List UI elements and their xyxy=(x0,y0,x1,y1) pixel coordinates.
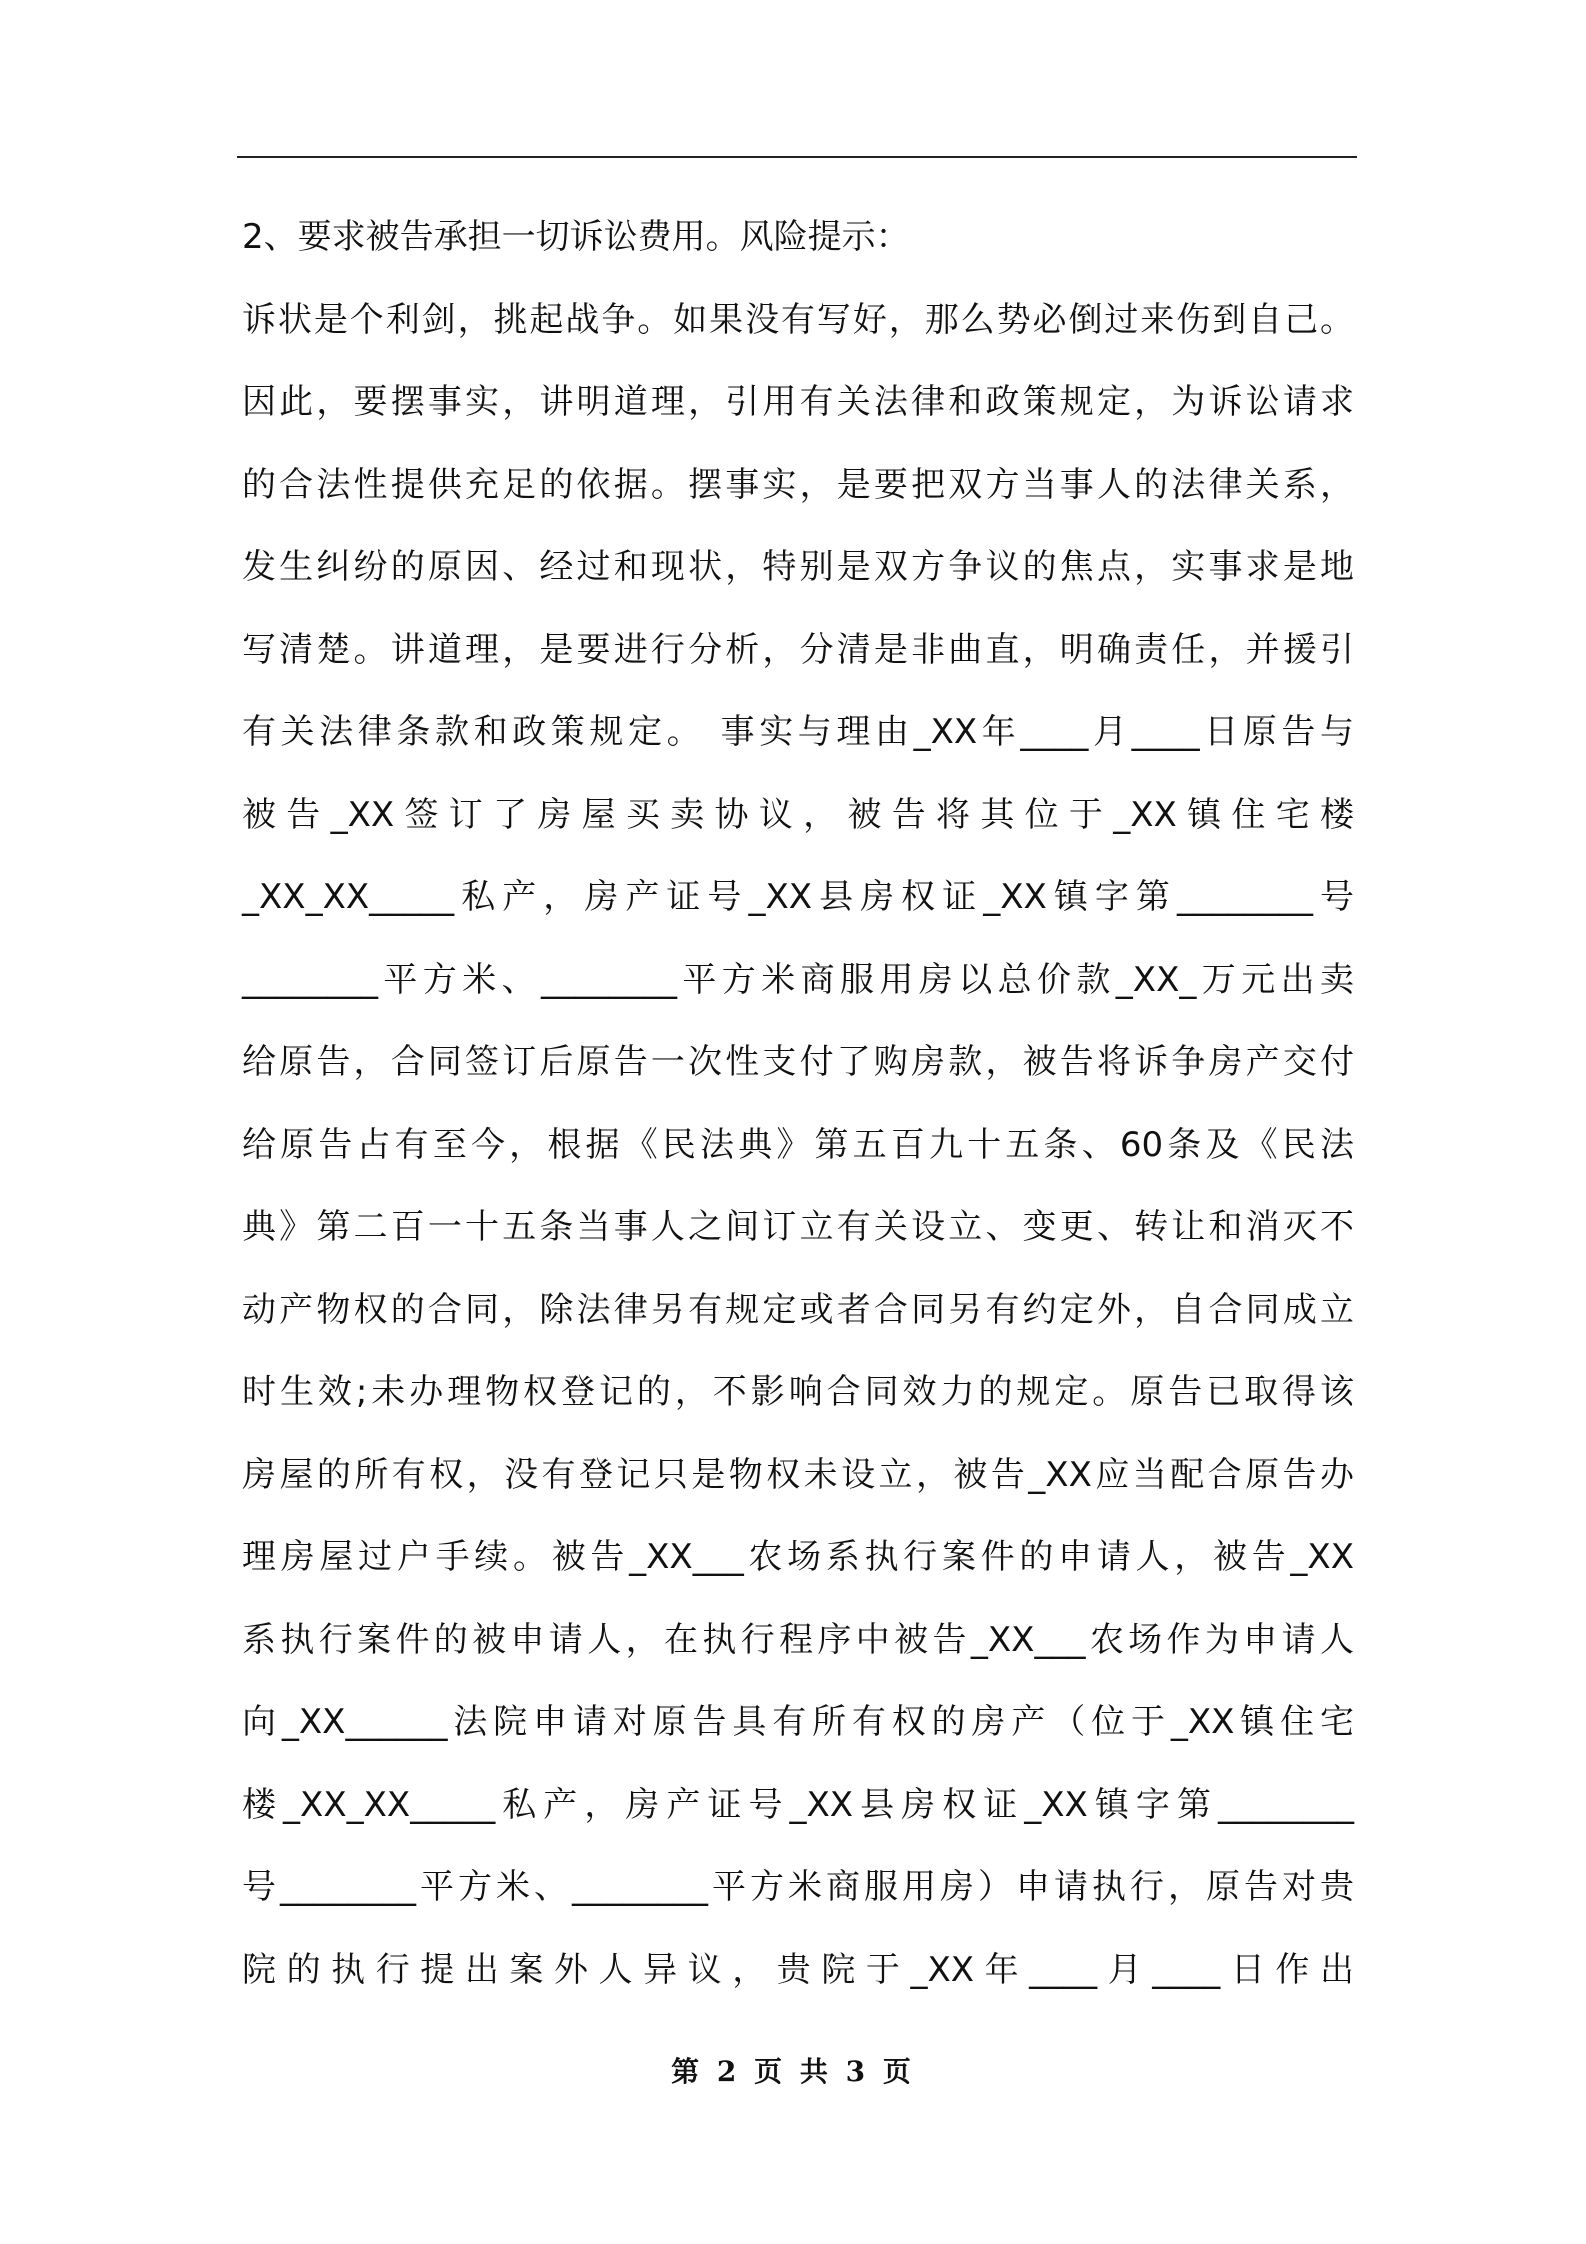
text-line: 的合法性提供充足的依据。摆事实，是要把双方当事人的法律关系， xyxy=(242,464,1354,505)
body-text xyxy=(242,196,1354,2011)
text-line: 系执行案件的被申请人，在执行程序中被告_XX___农场作为申请人 xyxy=(242,1619,1354,1660)
text-line: 发生纠纷的原因、经过和现状，特别是双方争议的焦点，实事求是地 xyxy=(242,547,1354,587)
text-line: 给原告，合同签订后原告一次性支付了购房款，被告将诉争房产交付 xyxy=(242,1042,1354,1082)
text-line: _XX_XX_____私产，房产证号_XX县房权证_XX镇字第________号 xyxy=(242,877,1354,917)
text-line: 向_XX______法院申请对原告具有所有权的房产（位于_XX镇住宅 xyxy=(242,1702,1354,1742)
text-line: 典》第二百一十五条当事人之间订立有关设立、变更、转让和消灭不 xyxy=(242,1207,1354,1247)
text-line: 诉状是个利剑，挑起战争。如果没有写好，那么势必倒过来伤到自己。 xyxy=(242,299,1354,340)
header-rule xyxy=(237,156,1357,158)
page-number: 第 2 页 共 3 页 xyxy=(671,2055,915,2088)
text-line: ________平方米、________平方米商服用房以总价款_XX_万元出卖 xyxy=(242,959,1354,1000)
text-line: 因此，要摆事实，讲明道理，引用有关法律和政策规定，为诉讼请求 xyxy=(242,382,1354,422)
text-line: 2、要求被告承担一切诉讼费用。风险提示： xyxy=(242,217,910,257)
text-line: 楼_XX_XX_____私产，房产证号_XX县房权证_XX镇字第________ xyxy=(242,1784,1354,1825)
text-line: 房屋的所有权，没有登记只是物权未设立，被告_XX应当配合原告办 xyxy=(242,1454,1354,1495)
text-line: 有关法律条款和政策规定。 事实与理由_XX年____月____日原告与 xyxy=(242,712,1354,752)
text-line: 动产物权的合同，除法律另有规定或者合同另有约定外，自合同成立 xyxy=(242,1289,1354,1330)
text-line: 写清楚。讲道理，是要进行分析，分清是非曲直，明确责任，并援引 xyxy=(242,629,1354,670)
text-line: 号________平方米、________平方米商服用房）申请执行，原告对贵 xyxy=(242,1867,1354,1907)
text-line: 给原告占有至今，根据《民法典》第五百九十五条、60条及《民法 xyxy=(242,1124,1354,1165)
text-line: 时生效;未办理物权登记的，不影响合同效力的规定。原告已取得该 xyxy=(242,1372,1354,1412)
text-line: 院的执行提出案外人异议，贵院于_XX年____月____日作出 xyxy=(242,1949,1354,1990)
text-line: 被告_XX签订了房屋买卖协议，被告将其位于_XX镇住宅楼 xyxy=(242,794,1354,835)
text-line: 理房屋过户手续。被告_XX___农场系执行案件的申请人，被告_XX xyxy=(242,1537,1354,1577)
